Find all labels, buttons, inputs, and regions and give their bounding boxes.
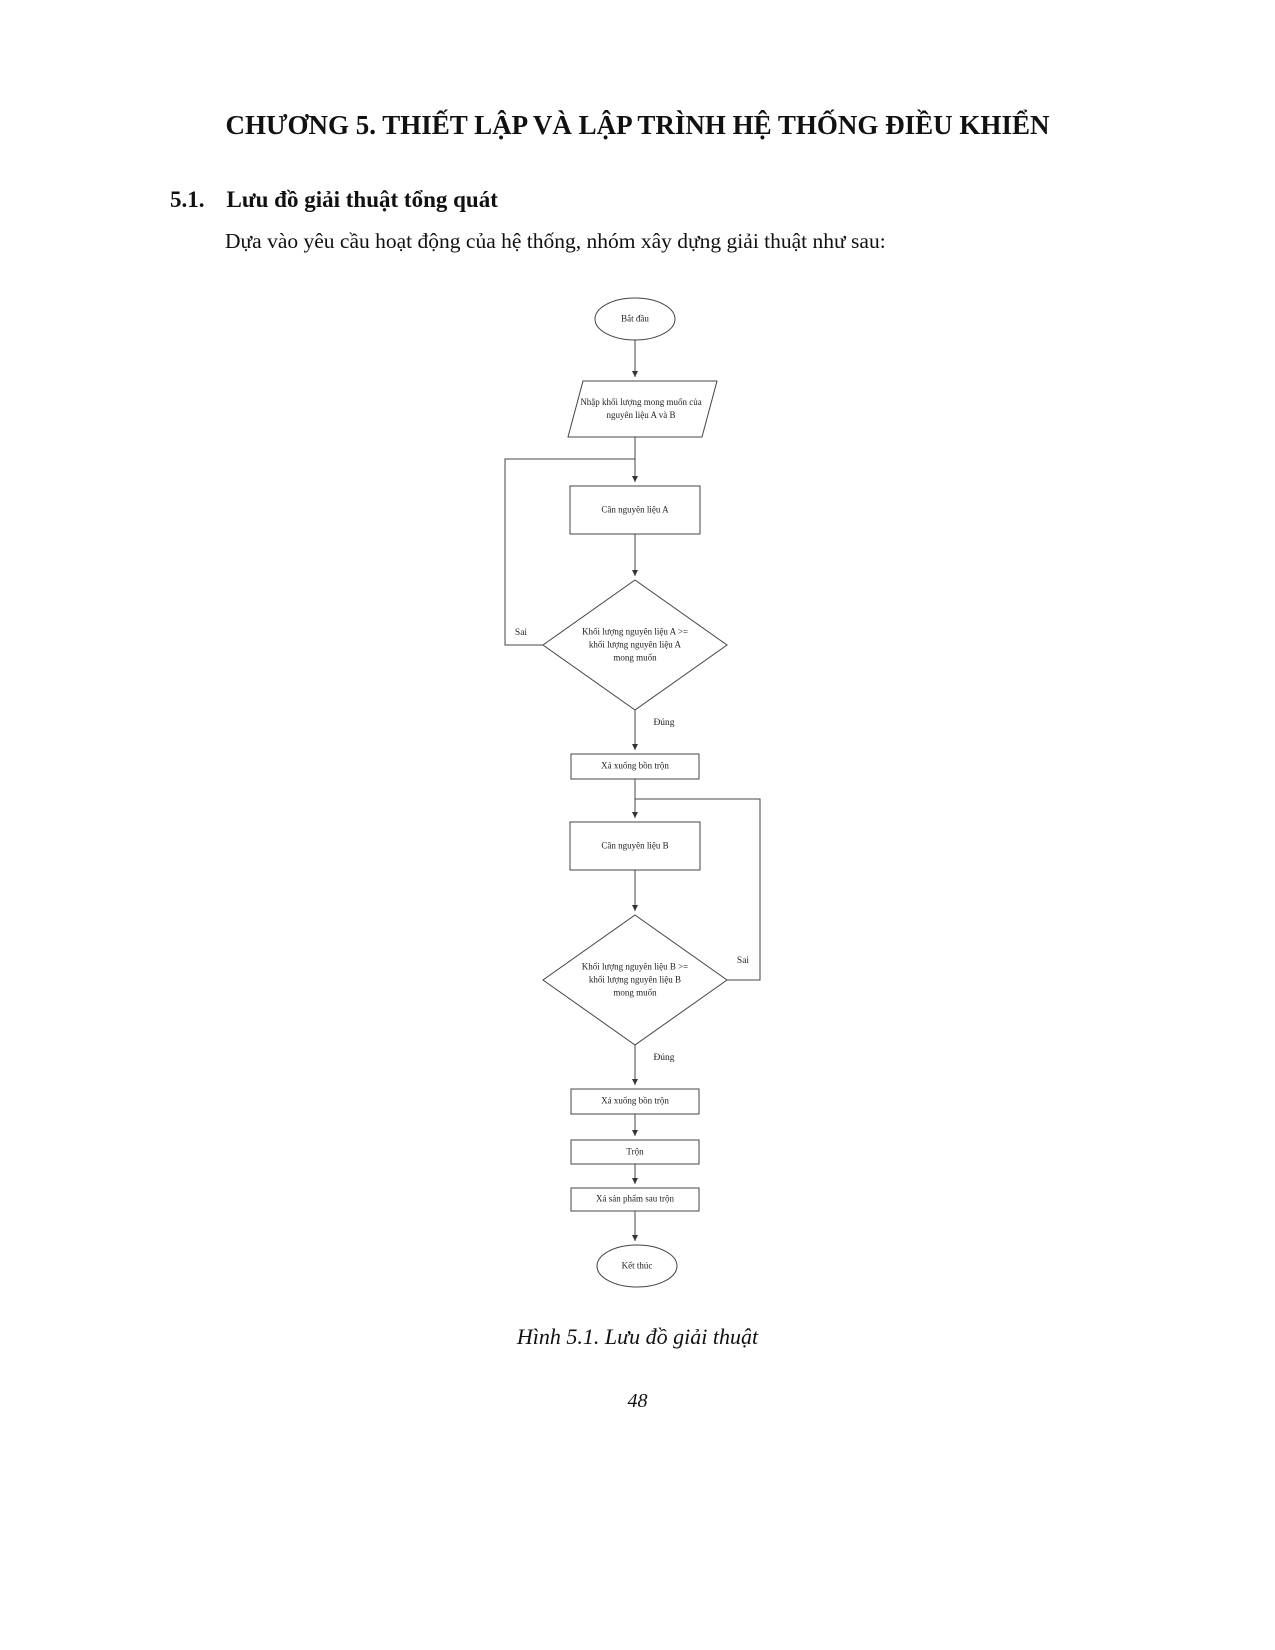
check-a-yes-label: Đúng	[653, 718, 675, 729]
check-b-yes-label: Đúng	[653, 1053, 675, 1064]
discharge-a-node-label: Xả xuống bồn trộn	[601, 760, 669, 771]
check-b-node-label: Khối lượng nguyên liệu B >= khối lượng nguyên liệu B mong muốn	[581, 961, 689, 998]
section-number: 5.1.	[170, 187, 205, 213]
page-number: 48	[627, 1390, 648, 1413]
discharge-b-node-label: Xả xuống bồn trộn	[601, 1095, 669, 1106]
intro-paragraph: Dựa vào yêu cầu hoạt động của hệ thống, nhóm xây dựng giải thuật như sau:	[225, 229, 886, 254]
check-b-no-label: Sai	[736, 956, 750, 967]
figure-caption: Hình 5.1. Lưu đồ giải thuật	[516, 1324, 759, 1350]
chapter-title: CHƯƠNG 5. THIẾT LẬP VÀ LẬP TRÌNH HỆ THỐNG ĐIỀU KHIỂN	[225, 110, 1050, 140]
weigh-a-node-label: Cân nguyên liệu A	[601, 504, 669, 515]
section-heading	[170, 187, 1275, 213]
start-node-label: Bắt đầu	[621, 313, 649, 324]
discharge-product-node-label: Xả sản phẩm sau trộn	[596, 1193, 674, 1204]
mix-node-label: Trộn	[626, 1146, 644, 1157]
input-node-label: Nhập khối lượng mong muốn của nguyên liệu A và B	[580, 397, 702, 421]
check-a-no-label: Sai	[514, 628, 528, 639]
weigh-b-node-label: Cân nguyên liệu B	[601, 840, 669, 851]
flowchart-figure	[0, 294, 1275, 1304]
end-node-label: Kết thúc	[621, 1260, 653, 1271]
check-a-node-label: Khối lượng nguyên liệu A >= khối lượng nguyên liệu A mong muốn	[581, 626, 689, 663]
section-title: Lưu đồ giải thuật tổng quát	[226, 187, 498, 213]
